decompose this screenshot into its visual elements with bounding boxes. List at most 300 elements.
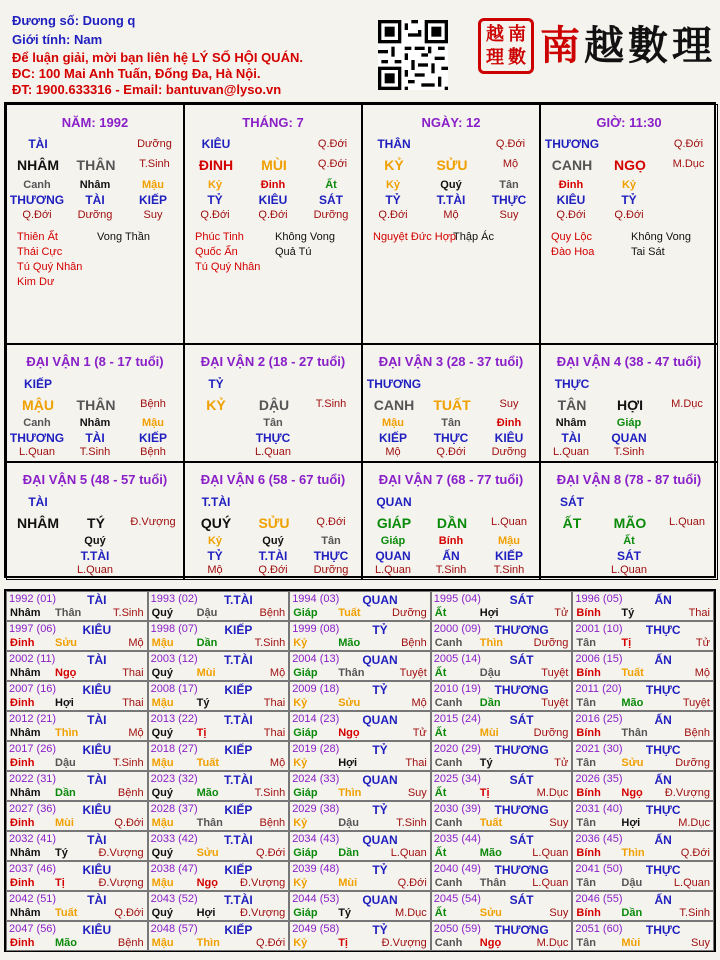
hidden-stage: Mộ <box>385 446 401 458</box>
dai-van-god: THƯƠNG <box>366 377 422 391</box>
address-line: ĐC: 100 Mai Anh Tuấn, Đống Đa, Hà Nội. <box>12 66 261 81</box>
year-label: 1994 (03) <box>292 593 340 605</box>
year-stem: Kỷ <box>293 697 308 709</box>
dai-van-stem: ẤT <box>562 515 582 531</box>
dai-van-branch: THÂN <box>76 397 116 413</box>
year-god: T.TÀI <box>224 713 253 727</box>
hidden-stage: Mộ <box>207 564 223 576</box>
year-cell[interactable] <box>6 621 148 651</box>
seal-glyph: 越 <box>486 23 504 45</box>
year-stage: Suy <box>549 907 569 919</box>
year-branch: Hợi <box>338 757 358 769</box>
dai-van-stage: Suy <box>499 398 519 410</box>
year-cell[interactable] <box>6 711 148 741</box>
year-stem: Mậu <box>151 757 174 769</box>
hidden-god: KIÊU <box>258 193 288 207</box>
year-branch: Thìn <box>479 637 504 649</box>
dai-van-cell[interactable] <box>6 462 184 580</box>
year-cell[interactable] <box>289 621 431 651</box>
hidden-god: TỶ <box>621 193 637 207</box>
year-cell[interactable] <box>289 741 431 771</box>
year-stage: T.Sinh <box>113 607 144 619</box>
pillar-cell[interactable] <box>540 104 718 344</box>
dai-van-god: QUAN <box>376 495 412 509</box>
year-cell[interactable] <box>6 891 148 921</box>
hidden-stage: Q.Đới <box>378 209 408 221</box>
year-god: KIẾP <box>224 863 253 877</box>
year-cell[interactable] <box>148 771 290 801</box>
year-label: 2035 (44) <box>433 833 481 845</box>
dai-van-god: TÀI <box>28 495 48 509</box>
year-branch: Tuất <box>338 607 361 619</box>
year-stem: Quý <box>151 727 173 739</box>
year-god: TÀI <box>87 593 107 607</box>
dai-van-title: ĐẠI VẬN 8 (78 - 87 tuổi) <box>556 472 702 487</box>
hidden-stem: Ất <box>623 535 635 547</box>
dai-van-title: ĐẠI VẬN 5 (48 - 57 tuổi) <box>22 472 168 487</box>
qr-code[interactable] <box>378 20 448 90</box>
year-cell[interactable] <box>572 621 714 651</box>
year-label: 2015 (24) <box>433 713 481 725</box>
year-cell[interactable] <box>572 741 714 771</box>
year-cell[interactable] <box>431 771 573 801</box>
year-god: TÀI <box>87 893 107 907</box>
year-god: THỰC <box>645 683 681 697</box>
year-god: SÁT <box>509 893 534 907</box>
year-cell[interactable] <box>572 921 714 951</box>
year-branch: Tý <box>196 697 210 709</box>
hidden-stage: Q.Đới <box>258 564 288 576</box>
dai-van-stage: T.Sinh <box>315 398 347 410</box>
year-cell[interactable] <box>289 861 431 891</box>
auspicious-star: Phúc Tinh <box>195 231 244 243</box>
year-stem: Nhâm <box>10 787 41 799</box>
year-stage: Suy <box>549 817 569 829</box>
pillar-stem-stage: Dưỡng <box>137 138 172 150</box>
year-stem: Kỷ <box>293 877 308 889</box>
contact-line: Để luận giải, mời bạn liên hệ LÝ SỐ HỘI QUÁN. <box>12 50 303 65</box>
year-stem: Ất <box>434 727 447 739</box>
hidden-stem: Đinh <box>496 417 522 429</box>
inauspicious-star: Không Vong <box>275 231 335 243</box>
year-stem: Giáp <box>293 787 318 799</box>
hidden-god: ẤN <box>442 549 460 563</box>
year-stage: Tuyệt <box>682 697 710 709</box>
dai-van-cell[interactable] <box>540 462 718 580</box>
hidden-god: TÀI <box>85 193 105 207</box>
year-cell[interactable] <box>431 831 573 861</box>
dai-van-stem: TÂN <box>557 397 587 413</box>
year-god: T.TÀI <box>224 773 253 787</box>
year-god: THỰC <box>645 923 681 937</box>
year-label: 1995 (04) <box>433 593 481 605</box>
year-label: 2033 (42) <box>150 833 198 845</box>
year-cell[interactable] <box>572 651 714 681</box>
hidden-stage: L.Quan <box>552 446 590 458</box>
year-stage: Tử <box>554 607 569 619</box>
year-branch: Tị <box>196 727 207 739</box>
year-cell[interactable] <box>6 921 148 951</box>
year-cell[interactable] <box>431 681 573 711</box>
year-god: THỰC <box>645 623 681 637</box>
year-god: THỰC <box>645 863 681 877</box>
year-branch: Tý <box>621 607 635 619</box>
year-branch: Ngọ <box>55 667 77 679</box>
year-cell[interactable] <box>6 591 148 621</box>
year-cell[interactable] <box>148 681 290 711</box>
year-stem: Kỷ <box>293 757 308 769</box>
year-stage: Tuyệt <box>541 667 569 679</box>
year-cell[interactable] <box>6 801 148 831</box>
year-branch: Thân <box>338 667 365 679</box>
phone-email-line[interactable]: ĐT: 1900.633316 - Email: bantuvan@lyso.vn <box>12 82 282 97</box>
hidden-god: TỶ <box>207 549 223 563</box>
year-god: THƯƠNG <box>494 803 549 817</box>
year-stage: Mộ <box>694 667 710 679</box>
year-cell[interactable] <box>431 651 573 681</box>
pillar-stem: NHÂM <box>17 157 59 173</box>
hidden-stage: Q.Đới <box>22 209 52 221</box>
dai-van-cell[interactable] <box>540 344 718 462</box>
year-cell[interactable] <box>6 861 148 891</box>
dai-van-stage: M.Dục <box>671 398 703 410</box>
year-label: 2007 (16) <box>9 683 57 695</box>
year-cell[interactable] <box>148 621 290 651</box>
year-god: QUAN <box>362 713 398 727</box>
hidden-stage: Q.Đới <box>436 446 466 458</box>
year-cell[interactable] <box>289 681 431 711</box>
auspicious-star: Tú Quý Nhân <box>17 261 83 273</box>
year-stem: Quý <box>151 667 173 679</box>
year-stem: Quý <box>151 847 173 859</box>
year-cell[interactable] <box>431 711 573 741</box>
year-branch: Mão <box>338 637 361 649</box>
year-stem: Ất <box>434 787 447 799</box>
hidden-stem: Nhâm <box>555 417 587 429</box>
pillar-cell[interactable] <box>184 104 362 344</box>
logo <box>540 14 716 71</box>
year-label: 2029 (38) <box>292 803 340 815</box>
year-cell[interactable] <box>289 921 431 951</box>
year-cell[interactable] <box>148 861 290 891</box>
year-stem: Quý <box>151 907 173 919</box>
year-stage: Thai <box>688 607 710 619</box>
pillar-cell[interactable] <box>6 104 184 344</box>
hidden-stage: T.Sinh <box>613 446 645 458</box>
year-branch: Mùi <box>621 937 641 949</box>
year-god: T.TÀI <box>224 653 253 667</box>
year-cell[interactable] <box>289 771 431 801</box>
hidden-stage: L.Quan <box>374 564 412 576</box>
year-label: 2045 (54) <box>433 893 481 905</box>
year-god: SÁT <box>509 773 534 787</box>
year-label: 2018 (27) <box>150 743 198 755</box>
year-label: 2023 (32) <box>150 773 198 785</box>
pillar-branch: THÂN <box>76 157 116 173</box>
year-stage: T.Sinh <box>113 757 144 769</box>
auspicious-star: Tú Quý Nhân <box>195 261 261 273</box>
year-cell[interactable] <box>572 591 714 621</box>
year-god: ẤN <box>654 713 672 727</box>
year-label: 2012 (21) <box>9 713 57 725</box>
hidden-stage: Dưỡng <box>313 564 349 576</box>
year-label: 2005 (14) <box>433 653 481 665</box>
hidden-stem: Ất <box>325 179 337 191</box>
year-stage: Bệnh <box>117 787 144 799</box>
dai-van-cell[interactable] <box>6 344 184 462</box>
year-god: KIẾP <box>224 743 253 757</box>
year-label: 2040 (49) <box>433 863 481 875</box>
hidden-god: THỰC <box>255 431 291 445</box>
year-stem: Đinh <box>10 757 35 769</box>
year-label: 2043 (52) <box>150 893 198 905</box>
dai-van-cell[interactable] <box>362 462 540 580</box>
seal-glyph: 數 <box>508 46 526 68</box>
dai-van-title: ĐẠI VẬN 7 (68 - 77 tuổi) <box>378 472 524 487</box>
year-cell[interactable] <box>148 891 290 921</box>
logo-glyph: 理 <box>672 22 716 69</box>
pillar-stem: CANH <box>551 157 593 173</box>
year-cell[interactable] <box>572 771 714 801</box>
year-cell[interactable] <box>6 651 148 681</box>
dai-van-title: ĐẠI VẬN 1 (8 - 17 tuổi) <box>26 354 164 369</box>
year-god: T.TÀI <box>224 893 253 907</box>
annual-luck-table <box>4 589 716 952</box>
year-label: 2019 (28) <box>292 743 340 755</box>
year-cell[interactable] <box>6 771 148 801</box>
year-branch: Hợi <box>621 817 641 829</box>
dai-van-stage: Q.Đới <box>316 516 346 528</box>
year-god: ẤN <box>654 773 672 787</box>
year-stem: Mậu <box>151 637 174 649</box>
year-cell[interactable] <box>148 921 290 951</box>
year-stage: Dưỡng <box>675 757 710 769</box>
auspicious-star: Quy Lộc <box>551 231 592 243</box>
year-stage: Mộ <box>128 727 144 739</box>
hidden-stage: L.Quan <box>610 564 648 576</box>
year-cell[interactable] <box>431 591 573 621</box>
year-stage: Tử <box>554 757 569 769</box>
year-branch: Mùi <box>338 877 358 889</box>
year-label: 1997 (06) <box>9 623 57 635</box>
dai-van-cell[interactable] <box>362 344 540 462</box>
logo-glyph: 數 <box>628 22 672 69</box>
year-stem: Giáp <box>293 667 318 679</box>
year-cell[interactable] <box>572 681 714 711</box>
year-label: 2000 (09) <box>433 623 481 635</box>
year-cell[interactable] <box>6 681 148 711</box>
year-branch: Dậu <box>196 607 218 619</box>
year-label: 2014 (23) <box>292 713 340 725</box>
year-cell[interactable] <box>148 711 290 741</box>
year-god: TÀI <box>87 653 107 667</box>
year-stem: Mậu <box>151 937 174 949</box>
year-cell[interactable] <box>289 591 431 621</box>
auspicious-star: Thiên Ất <box>17 231 58 243</box>
year-god: THƯƠNG <box>494 923 549 937</box>
year-cell[interactable] <box>289 711 431 741</box>
dai-van-branch: TUẤT <box>433 397 471 413</box>
year-cell[interactable] <box>289 801 431 831</box>
hidden-stem: Nhâm <box>79 417 111 429</box>
year-stage: Thai <box>122 697 144 709</box>
auspicious-star: Kim Dư <box>17 276 55 288</box>
year-stage: Thai <box>405 757 427 769</box>
pillar-branch: MÙI <box>261 157 287 173</box>
year-cell[interactable] <box>572 861 714 891</box>
year-branch: Hợi <box>55 697 74 709</box>
dai-van-stem: NHÂM <box>17 515 59 531</box>
year-label: 1992 (01) <box>9 593 57 605</box>
year-branch: Sửu <box>621 757 644 769</box>
year-god: ẤN <box>654 833 672 847</box>
year-god: QUAN <box>362 893 398 907</box>
year-stage: L.Quan <box>532 847 569 859</box>
pillar-stem-god: THƯƠNG <box>544 137 600 151</box>
year-label: 2027 (36) <box>9 803 57 815</box>
year-cell[interactable] <box>6 831 148 861</box>
dai-van-branch: SỬU <box>258 515 290 531</box>
hidden-god: SÁT <box>617 549 641 563</box>
dai-van-cell[interactable] <box>184 462 362 580</box>
year-label: 2020 (29) <box>433 743 481 755</box>
year-branch: Tị <box>479 787 490 799</box>
year-label: 2009 (18) <box>292 683 340 695</box>
pillar-title: THÁNG: 7 <box>242 115 304 130</box>
year-cell[interactable] <box>148 831 290 861</box>
year-stem: Quý <box>151 607 173 619</box>
year-stage: Suy <box>691 937 710 949</box>
year-branch: Tuất <box>55 907 78 919</box>
hidden-god: THƯƠNG <box>9 431 65 445</box>
dai-van-title: ĐẠI VẬN 4 (38 - 47 tuổi) <box>556 354 702 369</box>
year-cell[interactable] <box>572 831 714 861</box>
hidden-god: TỶ <box>207 193 223 207</box>
year-stem: Bính <box>576 847 601 859</box>
year-label: 1998 (07) <box>150 623 198 635</box>
year-stem: Kỷ <box>293 637 308 649</box>
year-stem: Bính <box>576 667 601 679</box>
hidden-stem: Quý <box>440 179 462 191</box>
year-label: 2028 (37) <box>150 803 198 815</box>
year-branch: Thìn <box>338 787 362 799</box>
hidden-stage: Dưỡng <box>77 209 113 221</box>
year-cell[interactable] <box>148 651 290 681</box>
year-stem: Ất <box>434 667 447 679</box>
year-cell[interactable] <box>148 741 290 771</box>
hidden-stem: Bính <box>438 535 464 547</box>
year-stem: Kỷ <box>293 937 308 949</box>
year-stage: Bệnh <box>117 937 144 949</box>
hidden-stage: Suy <box>499 209 519 221</box>
year-stage: T.Sinh <box>679 907 710 919</box>
year-stage: Thai <box>122 667 144 679</box>
hidden-stem: Tân <box>321 535 341 547</box>
auspicious-star: Nguyệt Đức Hợp <box>373 231 457 243</box>
pillar-stem-stage: Q.Đới <box>317 138 348 150</box>
dai-van-title: ĐẠI VẬN 2 (18 - 27 tuổi) <box>200 354 346 369</box>
year-stage: T.Sinh <box>396 817 427 829</box>
year-cell[interactable] <box>572 891 714 921</box>
pillar-stem-stage: Q.Đới <box>495 138 526 150</box>
year-stage: M.Dục <box>536 787 569 799</box>
hidden-stem: Canh <box>23 179 51 191</box>
year-branch: Thân <box>55 607 82 619</box>
dai-van-god: SÁT <box>560 495 584 509</box>
year-cell[interactable] <box>572 711 714 741</box>
hidden-god: T.TÀI <box>436 193 466 207</box>
year-branch: Tuất <box>621 667 644 679</box>
year-stage: Bệnh <box>259 607 286 619</box>
year-cell[interactable] <box>431 801 573 831</box>
year-label: 2002 (11) <box>9 653 56 665</box>
year-god: THƯƠNG <box>494 683 549 697</box>
hidden-stem: Kỷ <box>207 179 223 191</box>
year-cell[interactable] <box>6 741 148 771</box>
year-cell[interactable] <box>431 621 573 651</box>
year-cell[interactable] <box>572 801 714 831</box>
year-stage: Đ.Vượng <box>240 907 286 919</box>
pillar-branch-stage: Mộ <box>502 158 519 170</box>
hidden-god: TÀI <box>85 431 105 445</box>
hidden-stem: Đinh <box>260 179 286 191</box>
hidden-god: QUAN <box>611 431 647 445</box>
year-cell[interactable] <box>148 591 290 621</box>
year-label: 2050 (59) <box>433 923 481 935</box>
pillar-cell[interactable] <box>362 104 540 344</box>
auspicious-star: Thái Cực <box>17 246 63 258</box>
inauspicious-star: Quả Tú <box>275 246 312 258</box>
seal-glyph: 理 <box>486 46 504 68</box>
year-cell[interactable] <box>289 891 431 921</box>
year-cell[interactable] <box>289 831 431 861</box>
year-god: THƯƠNG <box>494 863 549 877</box>
year-cell[interactable] <box>289 651 431 681</box>
year-god: KIÊU <box>82 623 112 637</box>
year-stem: Mậu <box>151 877 174 889</box>
pillar-stem-god: THÂN <box>377 137 411 151</box>
year-stem: Tân <box>576 937 596 949</box>
year-stage: T.Sinh <box>254 787 286 799</box>
hidden-stem: Giáp <box>380 535 406 547</box>
year-stem: Đinh <box>10 937 35 949</box>
year-cell[interactable] <box>148 801 290 831</box>
year-label: 2030 (39) <box>433 803 481 815</box>
dai-van-cell[interactable] <box>184 344 362 462</box>
year-cell[interactable] <box>431 741 573 771</box>
year-stage: Q.Đới <box>255 847 286 859</box>
year-stem: Canh <box>434 637 463 649</box>
year-cell[interactable] <box>431 861 573 891</box>
year-god: QUAN <box>362 593 398 607</box>
year-god: QUAN <box>362 833 398 847</box>
year-label: 2037 (46) <box>9 863 57 875</box>
year-god: QUAN <box>362 653 398 667</box>
year-stem: Tân <box>576 757 596 769</box>
year-cell[interactable] <box>431 921 573 951</box>
hidden-stage: L.Quan <box>18 446 56 458</box>
year-stage: M.Dục <box>395 907 427 919</box>
year-cell[interactable] <box>431 891 573 921</box>
dai-van-stem: KỶ <box>206 397 226 413</box>
year-stage: Đ.Vượng <box>664 787 710 799</box>
year-branch: Sửu <box>338 697 361 709</box>
year-branch: Thân <box>196 817 223 829</box>
year-label: 2041 (50) <box>575 863 623 875</box>
year-label: 2036 (45) <box>575 833 623 845</box>
year-stage: Đ.Vượng <box>98 877 144 889</box>
year-label: 2008 (17) <box>150 683 198 695</box>
